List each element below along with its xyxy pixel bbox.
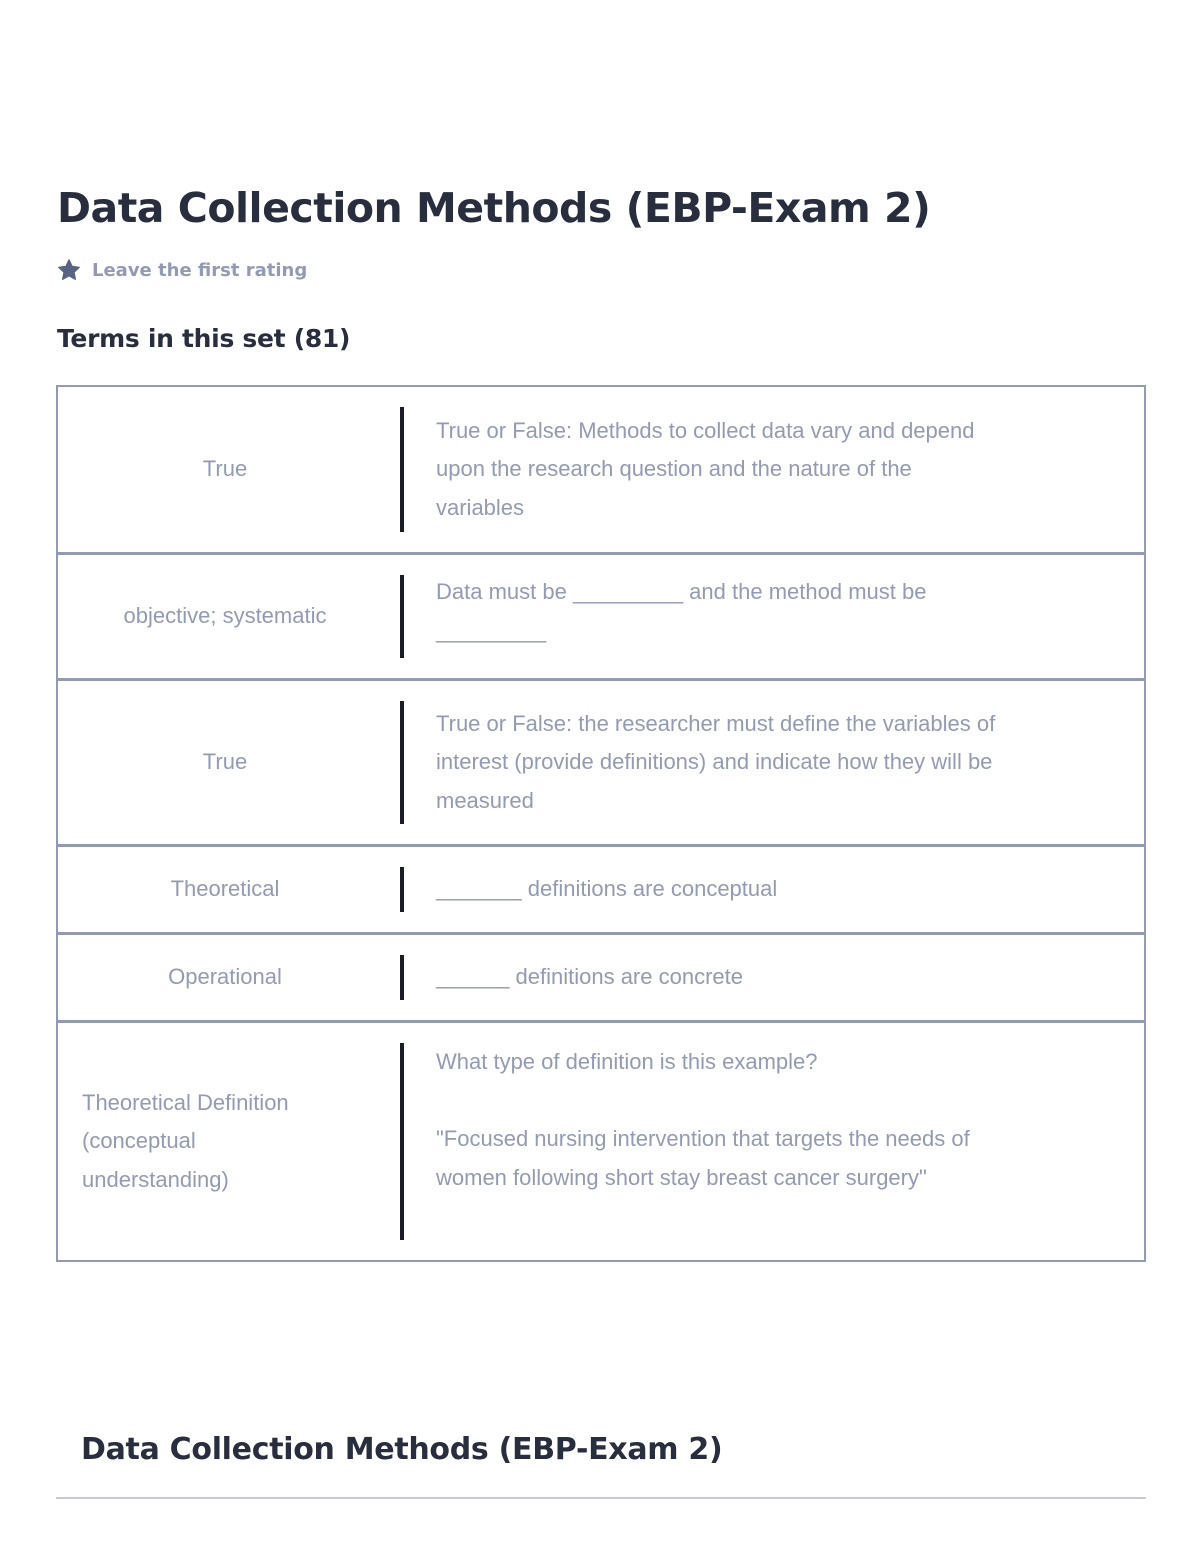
page-title: Data Collection Methods (EBP-Exam 2) [57,184,931,232]
footer-title: Data Collection Methods (EBP-Exam 2) [81,1432,723,1467]
card-row [58,1020,1144,1260]
rating[interactable] [57,256,307,284]
card-divider [368,1023,436,1260]
card-list [56,385,1146,1262]
card-term: Theoretical Definition (conceptual understanding) [82,1089,289,1192]
card-term: True [202,456,248,482]
card-row [58,552,1144,678]
card-term: True [202,749,248,775]
card-definition: _______ definitions are conceptual [436,876,778,902]
card-divider [368,555,436,678]
card-row [58,932,1144,1020]
terms-heading: Terms in this set (81) [57,324,351,353]
card-row [58,678,1144,844]
card-definition: True or False: Methods to collect data vary and depend upon the research question and the nature of the variables [436,417,975,520]
card-divider [368,387,436,552]
card-divider [368,681,436,844]
card-definition: What type of definition is this example? "Focused nursing intervention that targets the needs of women following short stay breast cancer surgery" [436,1049,970,1190]
card-term: Theoretical [170,876,280,902]
card-row [58,387,1144,552]
card-divider [368,935,436,1020]
rating-label[interactable]: Leave the first rating [92,259,308,281]
card-term: Operational [168,964,282,990]
footer-divider [56,1497,1146,1499]
card-divider [368,847,436,932]
card-definition: True or False: the researcher must define the variables of interest (provide definitions) and indicate how they will be measured [436,710,996,813]
star-icon[interactable] [57,258,81,282]
card-definition: ______ definitions are concrete [436,964,743,990]
card-term: objective; systematic [123,603,327,629]
card-row [58,844,1144,932]
card-definition: Data must be _________ and the method must be _________ [436,579,927,643]
